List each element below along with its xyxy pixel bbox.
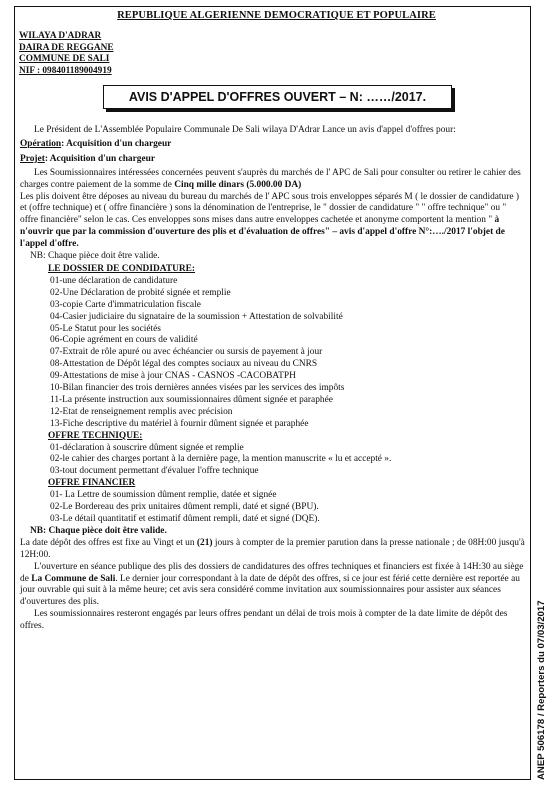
dossier-item: 03-copie Carte d'immatriculation fiscale xyxy=(50,299,201,310)
dossier-list xyxy=(20,276,525,431)
fin-item: 03-Le détail quantitatif et estimatif dûment rempli, daté et signé (DQE). xyxy=(50,514,320,524)
dossier-section-title: LE DOSSIER DE CONDIDATURE: xyxy=(48,263,195,274)
tech-item: 02-le cahier des charges portant à la dernière page, la mention manuscrite « lu et accepté ». xyxy=(50,454,392,465)
depot-paragraph: Les plis doivent être déposes au niveau du bureau du marchés de l' APC sous trois enveloppes séparés M ( le dossier de candidature ) et (offre technique) et ( offre financière ) sons la dénomination de l'entreprise, le " dossier de candidature " " offre technique" ou " offre financière" selon le cas. Ces enveloppes sons mises dans autre enveloppes cachetée et anonyme comportent la mention " à n'ouvrir que par la commission d'ouverture des plis et d'évaluation de offres" – avis d'appel d'offre N°:…./2017 l'objet de l'appel d'offre. xyxy=(20,191,519,250)
fin-list xyxy=(20,490,525,526)
engagement-paragraph: Les soumissionnaires resteront engagés par leurs offres pendant un délai de trois mois à compter de la date limite de dépôt des offres. xyxy=(20,609,508,632)
dossier-item: 06-Copie agrément en cours de validité xyxy=(50,335,198,346)
dossier-item: 01-une déclaration de candidature xyxy=(50,275,178,286)
notice-title: AVIS D'APPEL D'OFFRES OUVERT – N: ……/2017. xyxy=(103,85,452,109)
notice-body xyxy=(20,125,525,633)
dossier-item: 13-Fiche descriptive du matériel à fournir dûment signée et paraphée xyxy=(50,418,309,429)
dossier-item: 09-Attestations de mise à jour CNAS - CASNOS -CACOBATPH xyxy=(50,371,296,382)
projet-line: Projet: Acquisition d'un chargeur xyxy=(20,153,155,164)
tech-section-title: OFFRE TECHNIQUE: xyxy=(48,430,143,441)
admin-block xyxy=(19,31,114,77)
dossier-item: 04-Casier judiciaire du signataire de la soumission + Attestation de solvabilité xyxy=(50,311,343,322)
nb-validity-2: NB: Chaque pièce doit être valide. xyxy=(30,525,167,536)
tech-item: 01-déclaration à souscrire dûment signée et remplie xyxy=(50,442,244,453)
nif-line: NIF : 098401189004919 xyxy=(19,65,112,76)
ouverture-paragraph: L'ouverture en séance publique des plis des dossiers de candidatures des offres techniques et financiers est fixée à 14H:30 au siège de La Commune de Sali. Le dernier jour correspondant à la date de dépôt des offres, si ce jour est férié cette dernière est reportée au jour ouvrable qui suit à la même heure; cet avis sera considéré comme invitation aux soumissionnaires pour assister aux séances d'ouvertures des plis. xyxy=(20,561,524,608)
tech-item: 03-tout document permettant d'évaluer l'offre technique xyxy=(50,466,259,477)
republic-header: REPUBLIQUE ALGERIENNE DEMOCRATIQUE ET POPULAIRE xyxy=(117,10,436,21)
cahier-paragraph: Les Soumissionnaires intéressées concernées peuvent s'auprès du marchés de l' APC de Sali pour consulter ou retirer le cahier des charges contre paiement de la somme de Cinq mille dinars (5.000.00 DA) xyxy=(20,167,521,190)
tech-list xyxy=(20,443,525,479)
fin-item: 02-Le Bordereau des prix unitaires dûment rempli, daté et signé (BPU). xyxy=(50,502,319,513)
dossier-item: 07-Extrait de rôle apuré ou avec échéancier ou sursis de payement à jour xyxy=(50,347,323,358)
dossier-item: 12-Etat de renseignement remplis avec précision xyxy=(50,406,233,417)
operation-line: Opération: Acquisition d'un chargeur xyxy=(20,138,172,149)
dossier-item: 02-Une Déclaration de probité signée et remplie xyxy=(50,287,231,298)
wilaya-line: WILAYA D'ADRAR xyxy=(19,31,102,41)
dossier-item: 05-Le Statut pour les sociétés xyxy=(50,323,161,334)
fin-section-title: OFFRE FINANCIER xyxy=(48,478,136,489)
commune-line: COMMUNE DE SALI xyxy=(19,54,110,64)
date-depot-paragraph: La date dépôt des offres est fixe au Vingt et un (21) jours à compter de la premier parution dans la presse nationale ; de 08H:00 jusqu'à 12H:00. xyxy=(20,537,525,560)
fin-item: 01- La Lettre de soumission dûment remplie, datée et signée xyxy=(50,490,277,501)
dossier-item: 08-Attestation de Dépôt légal des comptes sociaux au niveau du CNRS xyxy=(50,359,318,370)
publication-reference: ANEP 506178 / Reporters du 07/03/2017 xyxy=(536,600,547,780)
dossier-item: 10-Bilan financier des trois dernières années visées par les services des impôts xyxy=(50,383,345,394)
nb-validity-1: NB: Chaque pièce doit être valide. xyxy=(30,251,160,262)
dossier-item: 11-La présente instruction aux soumissionnaires dûment signée et paraphée xyxy=(50,394,333,405)
intro-paragraph: Le Président de L'Assemblée Populaire Communale De Sali wilaya D'Adrar Lance un avis d'appel d'offres pour: xyxy=(34,125,456,135)
daira-line: DAIRA DE REGGANE xyxy=(19,42,114,53)
